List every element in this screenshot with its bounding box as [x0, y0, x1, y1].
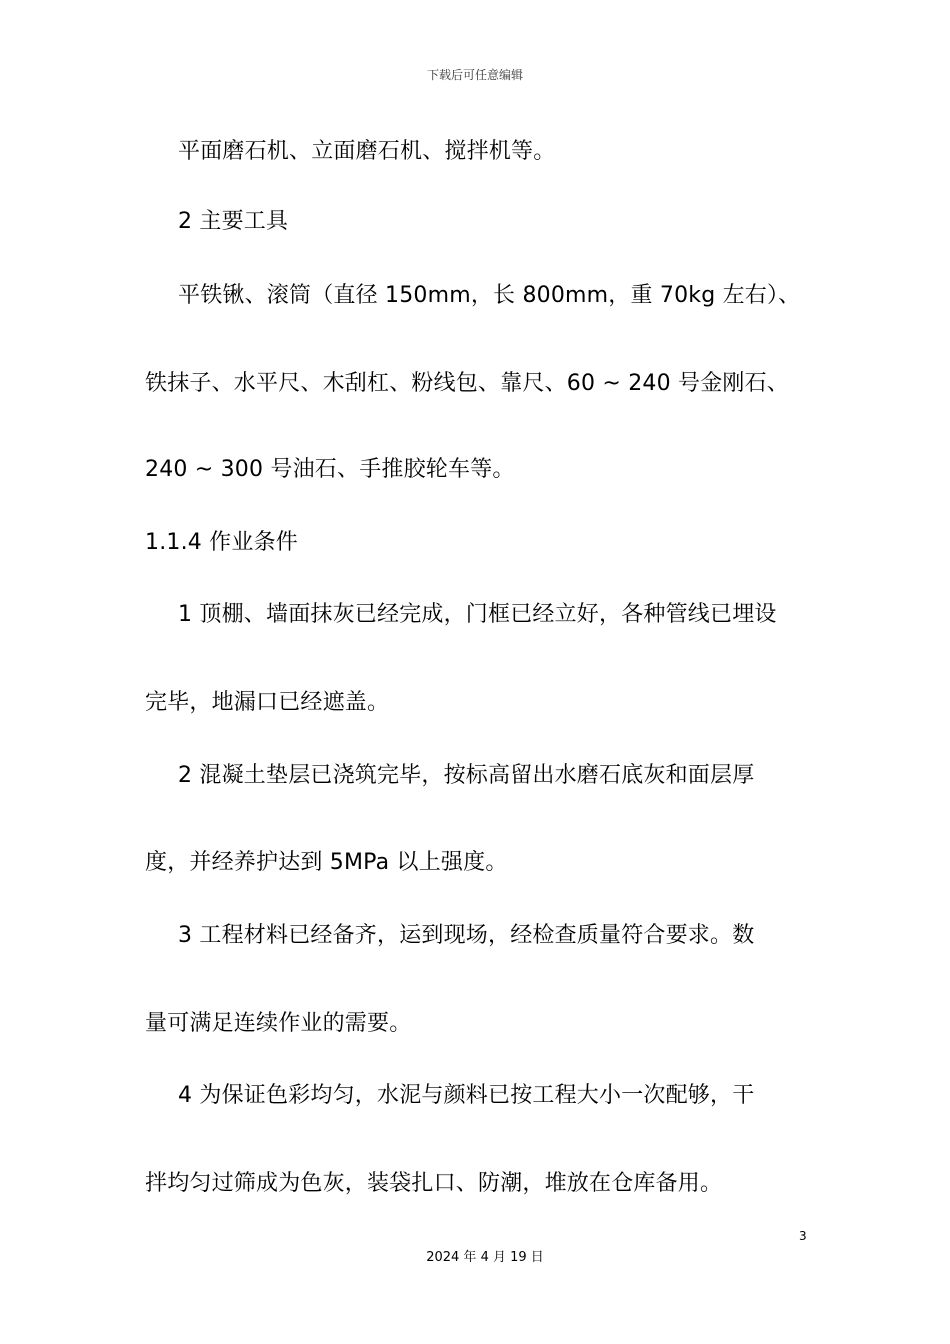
footer-date: 2024 年 4 月 19 日: [426, 1250, 544, 1265]
section-heading: 1.1.4 作业条件: [145, 530, 298, 555]
page-number: 3: [799, 1229, 807, 1243]
section-heading: 2 主要工具: [178, 209, 289, 234]
paragraph-line: 240 ~ 300 号油石、手推胶轮车等。: [145, 457, 515, 482]
paragraph-line: 1 顶棚、墙面抹灰已经完成，门框已经立好，各种管线已埋设: [178, 602, 777, 627]
paragraph-line: 平面磨石机、立面磨石机、搅拌机等。: [178, 139, 556, 164]
paragraph-line: 拌均匀过筛成为色灰，装袋扎口、防潮，堆放在仓库备用。: [145, 1171, 723, 1196]
paragraph-line: 平铁锹、滚筒（直径 150mm，长 800mm，重 70kg 左右）、: [178, 283, 801, 308]
paragraph-line: 度，并经养护达到 5MPa 以上强度。: [145, 850, 508, 875]
paragraph-line: 铁抹子、水平尺、木刮杠、粉线包、靠尺、60 ~ 240 号金刚石、: [145, 371, 790, 396]
paragraph-line: 量可满足连续作业的需要。: [145, 1011, 412, 1036]
paragraph-line: 4 为保证色彩均匀，水泥与颜料已按工程大小一次配够，干: [178, 1083, 755, 1108]
paragraph-line: 完毕，地漏口已经遮盖。: [145, 690, 390, 715]
paragraph-line: 2 混凝土垫层已浇筑完毕，按标高留出水磨石底灰和面层厚: [178, 763, 755, 788]
paragraph-line: 3 工程材料已经备齐，运到现场，经检查质量符合要求。数: [178, 923, 755, 948]
page-header: 下载后可任意编辑: [426, 68, 523, 82]
